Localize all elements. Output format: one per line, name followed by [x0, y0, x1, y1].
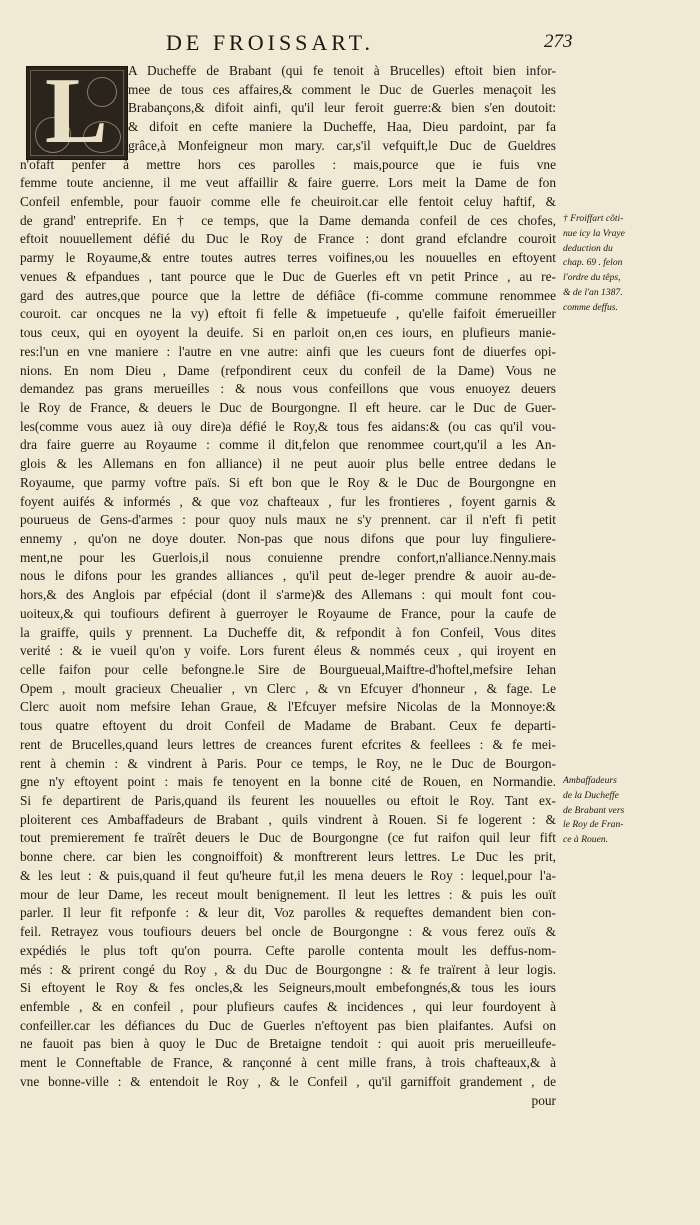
text-line: ennemy , qu'on ne doye douter. Non-pas que nous difons que pour luy finguliere- — [20, 530, 556, 546]
text-line: & les leut : & puis,quand il feut qu'heure fut,il les mena deuers le Roy : lequel,pour l'a- — [20, 867, 556, 883]
body-text — [20, 62, 556, 1110]
text-line: tous ceux, qui en oyoyent la deuife. Si en parloit on,en ces iours, en plufieurs manie- — [20, 325, 556, 341]
drop-cap-letter: L — [45, 66, 108, 160]
text-line: rent de Brucelles,quand leurs lettres de creances furent efcrites & feellees : & fe mei- — [20, 736, 556, 752]
text-line: n'ofaft penfer à mettre hors ces parolles : mais,pource que ie fuis vne — [20, 156, 556, 172]
text-line: Brabançons,& difoit ainfi, qu'il leur feroit guerre:& bien s'en doutoit: — [128, 100, 556, 116]
text-line: enfemble , & en confeil , pour plufieurs caufes & incidences , qui leur fourdoyent à — [20, 998, 556, 1014]
text-line: nous le difons pour les grandes alliances , qu'il peut de-leger prendre & auoir au-de- — [20, 568, 556, 584]
text-line: venues & efpandues , tant pource que le Duc de Guerles eft vn petit Prince , au re- — [20, 268, 556, 284]
page-number: 273 — [544, 31, 573, 52]
text-line: Si eftoyent le Roy & fes oncles,& les Seigneurs,moult embefongnés,& tous les iours — [20, 980, 556, 996]
text-line: Confeil enfemble, pour fauoir comme elle fe cheuiroit.car elle fentoit celuy haftif, & — [20, 194, 556, 210]
margin-note-line: ce à Rouen. — [563, 834, 609, 846]
text-line: Clerc auoit nom mefsire Iehan Graue, & l'Efcuyer mefsire Nicolas de la Monnoye:& — [20, 699, 556, 715]
text-line: rent à chemin : & vindrent à Paris. Pour ce temps, le Roy, ne le Duc de Bourgon- — [20, 755, 556, 771]
margin-note-line: de Brabant vers — [563, 804, 625, 816]
text-line: hors,& des Anglois par efpécial (dont il s'arme)& des Allemans : qui moult font cou- — [20, 587, 556, 603]
text-line: pourueus de Gens-d'armes : pour quoy nuls maux ne s'y prennent. car il n'eft fi petit — [20, 512, 556, 528]
text-line: ne fauoit pas bien à quoy le Duc de Bretaigne tendoit : qui auoit pris merueilleufe- — [20, 1036, 556, 1052]
text-line: mour de leur Dame, les receut moult benignement. Il leut les lettres : & puis les ouït — [20, 886, 556, 902]
text-line: Royaume, que parmy voftre païs. Si eft bon que le Roy & le Duc de Bourgongne en — [20, 474, 556, 490]
text-line: ment le Conneftable de France, & rançonné à cent mille frans, à trois chafteaux,& à — [20, 1055, 556, 1071]
text-line: glois & les Allemans en fon alliance) il ne peut auoir plus belle entree dedans le — [20, 456, 556, 472]
text-line: ment,ne pour les Guerlois,il nous conuienne prendre confort,n'alliance.Nenny.mais — [20, 549, 556, 565]
text-line: gne n'y eftoyent point : mais fe tenoyent en la bonne cité de Rouen, en Normandie. — [20, 774, 556, 790]
text-line: Opem , moult gracieux Cheualier , vn Clerc , & vn Efcuyer d'honneur , & fage. Le — [20, 680, 556, 696]
text-line: eftoit nouuellement défié du Duc le Roy de France : dont grand efclandre couroit — [20, 231, 556, 247]
text-line: couroit. car oncques ne la vy) eftoit fi felle & impetueufe , qu'elle faifoit émerueiller — [20, 306, 556, 322]
text-line: grâce,à Monfeigneur mon mary. car,s'il vefquift,le Duc de Gueldres — [128, 137, 556, 153]
text-line: expédiés le plus toft qu'on pourra. Cefte parolle contenta moult les deffus-nom- — [20, 942, 556, 958]
text-line: bonne chere. car bien les congnoiffoit) & monftrerent leurs lettres. Le Duc les prit, — [20, 849, 556, 865]
text-line: le Roy de France, & deuers le Duc de Bourgongne. Il eft heure. car le Duc de Guer- — [20, 399, 556, 415]
text-line: nions. En nom Dieu , Dame (refpondirent ceux du confeil de la Dame) Vous ne — [20, 362, 556, 378]
text-line: foyent auifés & informés , & que voz chafteaux , fur les frontieres , foyent garnis & — [20, 493, 556, 509]
text-line: parmy le Royaume,& entre toutes autres terres voifines,ou les nouuelles en eftoyent — [20, 250, 556, 266]
text-line: dra faire guerre au Royaume : comme il dit,felon que renommee court,qu'il a les An- — [20, 437, 556, 453]
text-line: gard des autres,que pource que la lettre de défiâce (fi-comme commune renommee — [20, 287, 556, 303]
margin-note-line: chap. 69 . felon — [563, 257, 623, 269]
margin-note-line: † Froiffart côti- — [563, 213, 624, 224]
text-line: les(comme vous auez ià ouy dire)a défié le Roy,& tous fes aidans:& (ou cas qu'il vou- — [20, 418, 556, 434]
margin-note-line: nue icy la Vraye — [563, 227, 625, 239]
margin-note-line: comme deffus. — [563, 301, 618, 313]
text-line: més : & prirent congé du Roy , & du Duc de Bourgongne : & fe traïrent à leur logis. — [20, 961, 556, 977]
text-line: res:l'un en vne maniere : l'autre en vne autre: ainfi que les cueurs font de diuerfes opi- — [20, 343, 556, 359]
margin-note-line: l'ordre du têps, — [563, 272, 621, 284]
text-line: verité : & ie vueil qu'on y voife. Lors furent éleus & nommés ceux , qui iroyent en — [20, 643, 556, 659]
text-line: la graiffe, quils y prennent. La Ducheffe dit, & refpondit à fon Confeil, Vous dites — [20, 624, 556, 640]
margin-note-line: Ambaffadeurs — [563, 775, 617, 786]
text-line: ploiterent ces Ambaffadeurs de Brabant , quils vindrent à Rouen. Si fe logerent : & — [20, 811, 556, 827]
text-line: parler. Il leur fit refponfe : & leur dit, Voz parolles & requeftes demandent bien con- — [20, 905, 556, 921]
text-line: tout premierement fe traïrêt deuers le Duc de Bourgongne (ce fut raifon quil leur fift — [20, 830, 556, 846]
text-line: Si fe departirent de Paris,quand ils feurent les nouuelles ou eftoit le Roy. Tant ex- — [20, 793, 556, 809]
text-line: pour — [531, 1092, 556, 1108]
running-head: DE FROISSART. — [166, 30, 374, 55]
text-line: confeiller.car les défiances du Duc de Guerles n'eftoyent pas bien plaifantes. Aufsi on — [20, 1017, 556, 1033]
text-line: uoiteux,& qui toufiours defirent à guerroyer le Royaume de France, pour la caufe de — [20, 605, 556, 621]
text-line: demandez pas grans merueilles : & nous vous confeillons que vous enuoyez deuers — [20, 381, 556, 397]
text-line: A Ducheffe de Brabant (qui fe tenoit à Brucelles) eftoit bien infor- — [128, 63, 556, 78]
text-line: celle faifon pour celle befongne.le Sire de Bourgueual,Maiftre-d'hoftel,mefsire Iehan — [20, 662, 556, 677]
margin-note-line: deduction du — [563, 242, 613, 254]
text-line: tous quatre eftoyent du droit Confeil de Madame de Brabant. Ceux fe departi- — [20, 718, 556, 734]
text-line: femme toute ancienne, il me veut affaillir & faire guerre. Lors meit la Dame de fon — [20, 175, 556, 191]
margin-note-ambassadors — [563, 774, 691, 848]
text-line: mee de tous ces affaires,& comment le Duc de Guerles menaçoit les — [128, 81, 556, 97]
text-line: de grand' entreprife. En † ce temps, que la Dame demanda confeil de ces chofes, — [20, 212, 556, 228]
text-line: feil. Retrayez vous toufiours deuers bel oncle de Bourgongne : & vous ferez ouïs & — [20, 924, 556, 940]
text-line: vne bonne-ville : & entendoit le Roy , & le Confeil , qu'il garniffoit grandement , de — [20, 1073, 556, 1089]
margin-note-line: de la Ducheffe — [563, 789, 619, 801]
margin-note-line: le Roy de Fran- — [563, 819, 624, 831]
margin-note-line: & de l'an 1387. — [563, 286, 623, 298]
text-line: & difoit en cefte maniere la Ducheffe, Haa, Dieu pardoint, par fa — [128, 119, 556, 135]
margin-note-froissart — [563, 212, 691, 316]
